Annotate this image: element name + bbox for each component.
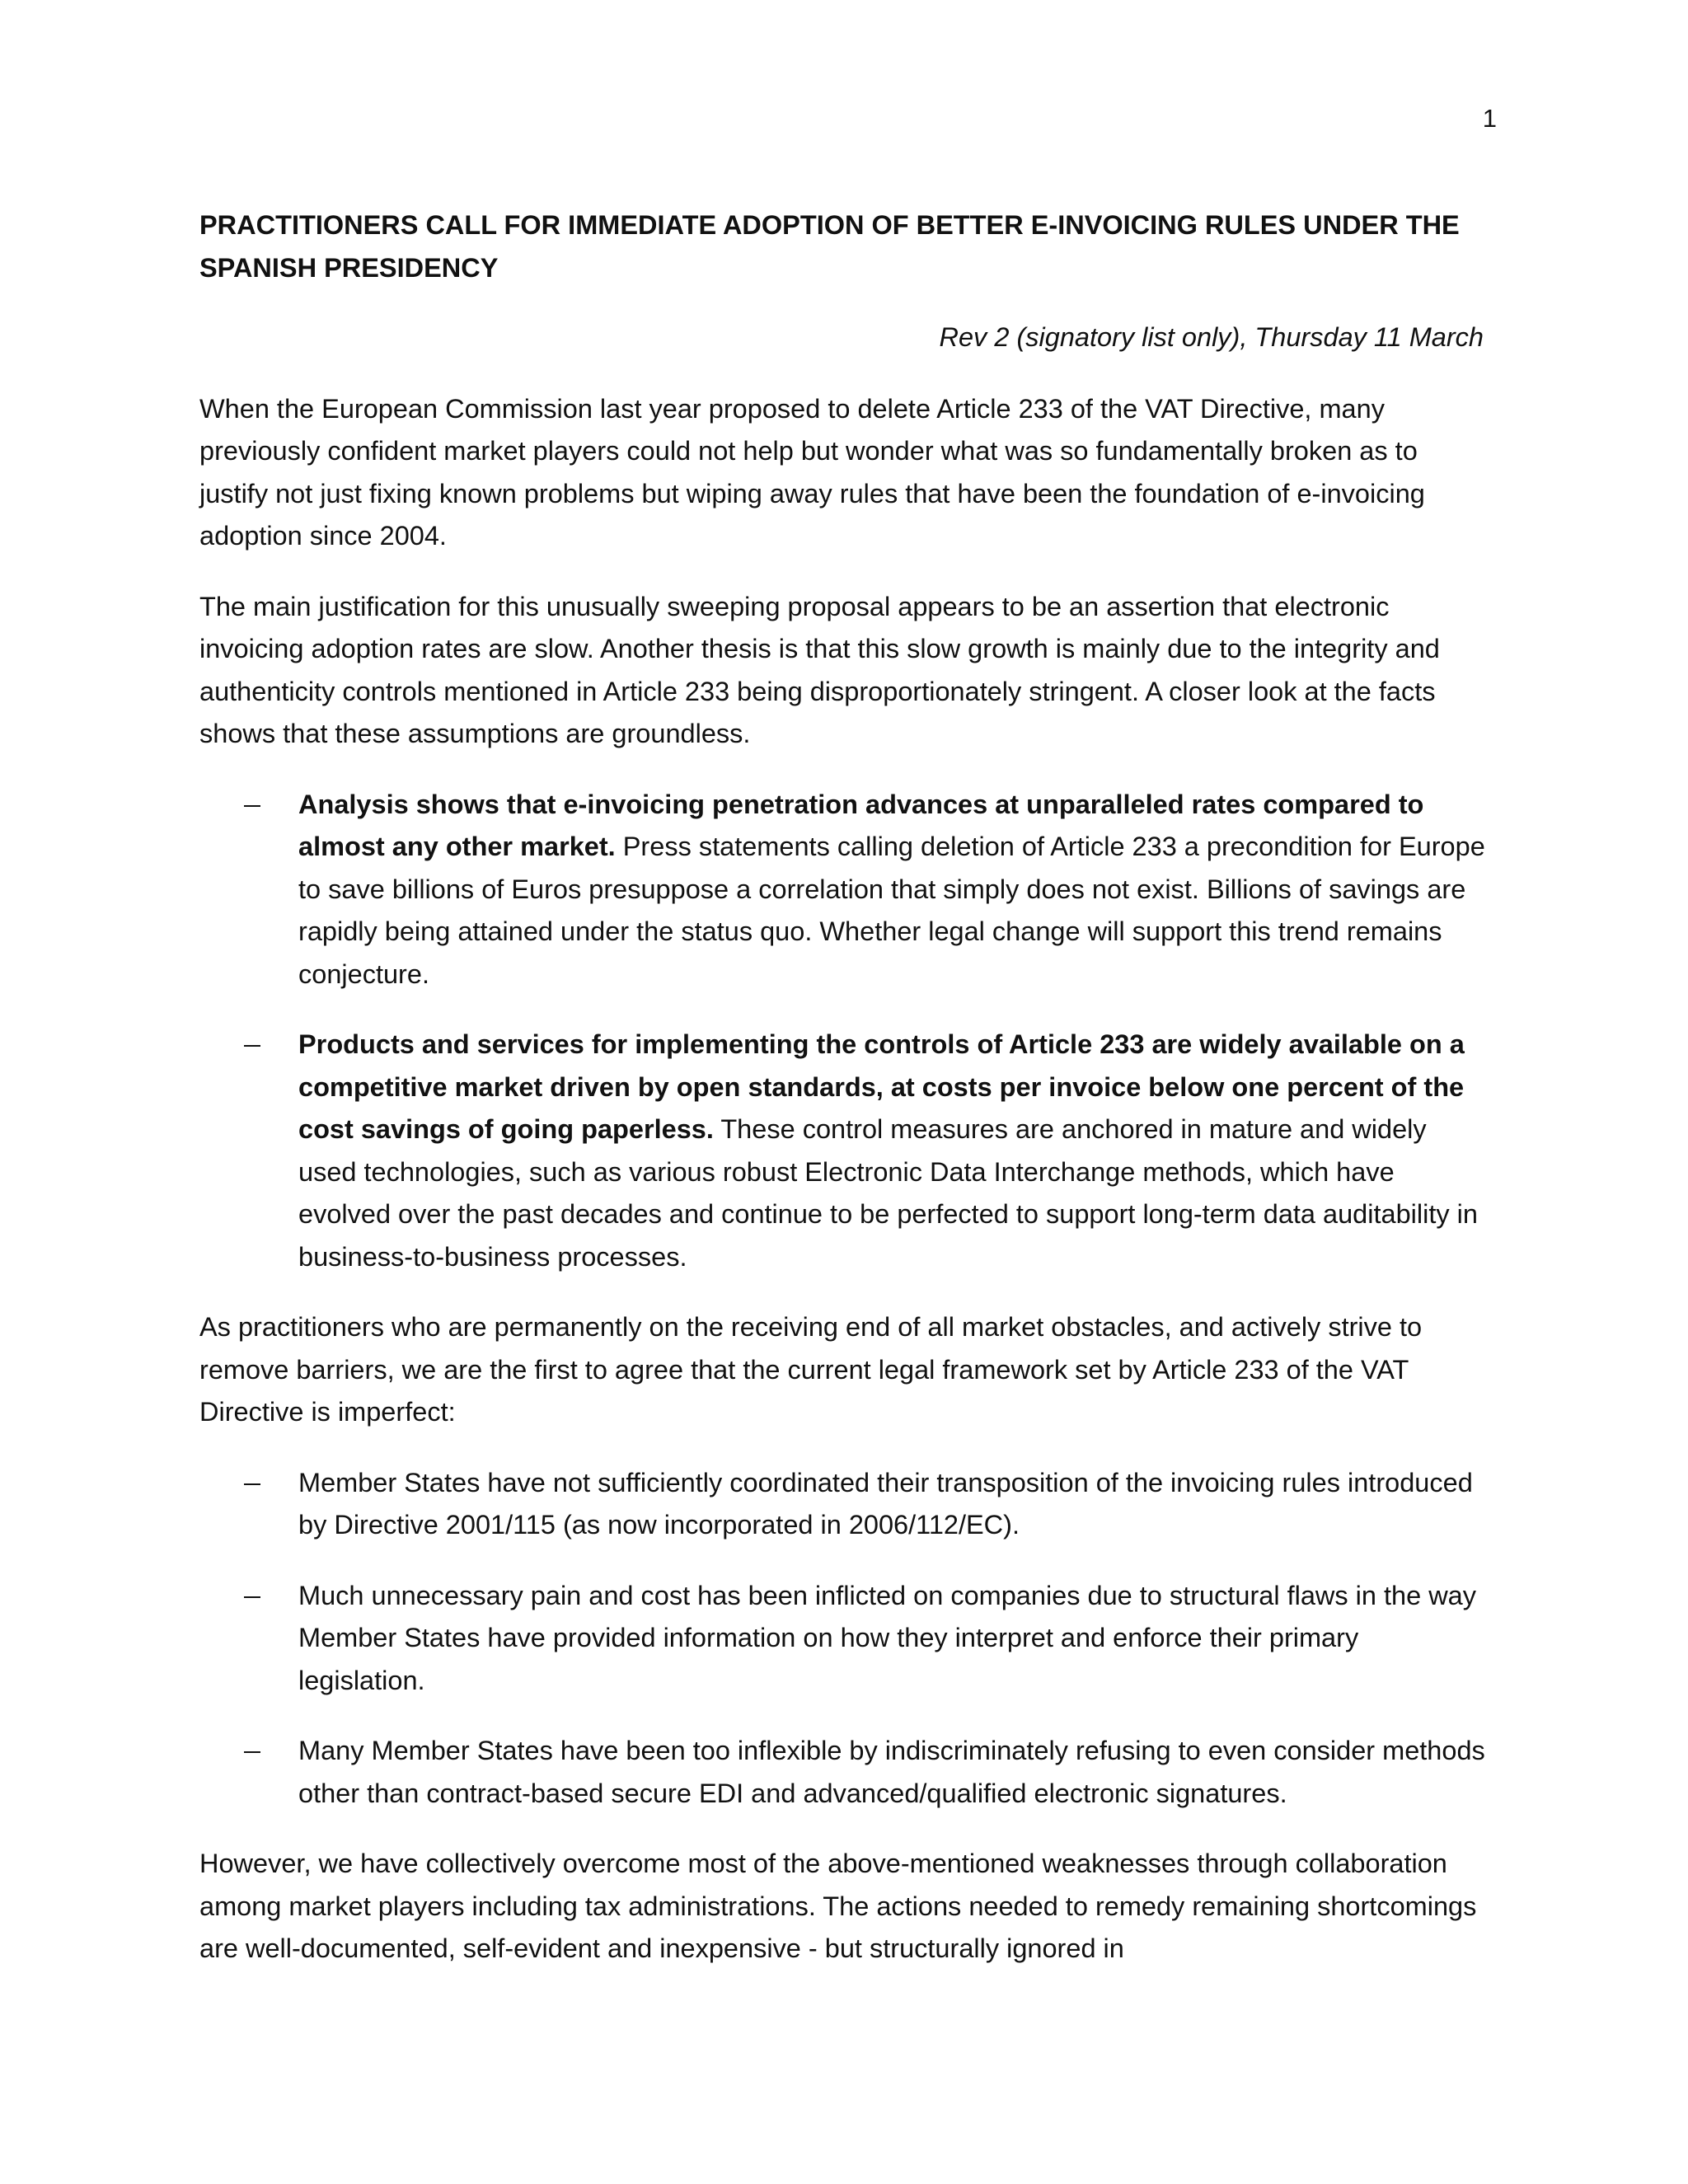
bullet-text: These control measures are anchored in mature and widely used technologies, such as various robust Electronic Data Interchange methods, which have evolved over the past decades and continue to be perfected to support long-term data auditability in business-to-business processes.: [298, 1114, 1478, 1272]
list-item: [199, 784, 1492, 996]
list-item: [199, 1730, 1492, 1815]
facts-bullet-list: [199, 784, 1492, 1279]
document-body: [199, 204, 1492, 1999]
revision-note: Rev 2 (signatory list only), Thursday 11 March: [939, 322, 1484, 352]
paragraph-however: However, we have collectively overcome most of the above-mentioned weaknesses through collaboration among market players including tax administrations. The actions needed to remedy remaining shortcomings are well-documented, self-evident and inexpensive - but structurally ignored in: [199, 1849, 1477, 1963]
bullet-text: Much unnecessary pain and cost has been inflicted on companies due to structural flaws in the way Member States have provided information on how they interpret and enforce their primary legislation.: [298, 1580, 1477, 1695]
bullet-text: Many Member States have been too inflexible by indiscriminately refusing to even consider methods other than contract-based secure EDI and advanced/qualified electronic signatures.: [298, 1736, 1485, 1808]
paragraph-justification: The main justification for this unusually sweeping proposal appears to be an assertion that electronic invoicing adoption rates are slow. Another thesis is that this slow growth is mainly due to the integrity and authenticity controls mentioned in Article 233 being disproportionately stringent. A closer look at the facts shows that these assumptions are groundless.: [199, 591, 1440, 748]
bullet-lead: Analysis shows that e-invoicing penetration advances at unparalleled rates compared to almost any other market.: [298, 789, 1424, 861]
list-item: [199, 1024, 1492, 1278]
document-title: PRACTITIONERS CALL FOR IMMEDIATE ADOPTION OF BETTER E-INVOICING RULES UNDER THE SPANISH PRESIDENCY: [199, 210, 1460, 283]
list-item: [199, 1575, 1492, 1703]
list-item: [199, 1462, 1492, 1547]
imperfections-bullet-list: [199, 1462, 1492, 1816]
paragraph-practitioners: As practitioners who are permanently on the receiving end of all market obstacles, and actively strive to remove barriers, we are the first to agree that the current legal framework set by Article 233 of the VAT Directive is imperfect:: [199, 1312, 1423, 1427]
bullet-text: Press statements calling deletion of Article 233 a precondition for Europe to save billions of Euros presuppose a correlation that simply does not exist. Billions of savings are rapidly being attained under the status quo. Whether legal change will support this trend remains conjecture.: [298, 832, 1485, 989]
bullet-lead: Products and services for implementing the controls of Article 233 are widely available on a competitive market driven by open standards, at costs per invoice below one percent of the cost savings of going paperless.: [298, 1029, 1465, 1144]
paragraph-intro: When the European Commission last year proposed to delete Article 233 of the VAT Directive, many previously confident market players could not help but wonder what was so fundamentally broken as to justify not just fixing known problems but wiping away rules that have been the foundation of e-invoicing adoption since 2004.: [199, 393, 1425, 551]
page-number: 1: [1482, 104, 1497, 133]
bullet-text: Member States have not sufficiently coordinated their transposition of the invoicing rules introduced by Directive 2001/115 (as now incorporated in 2006/112/EC).: [298, 1467, 1473, 1540]
